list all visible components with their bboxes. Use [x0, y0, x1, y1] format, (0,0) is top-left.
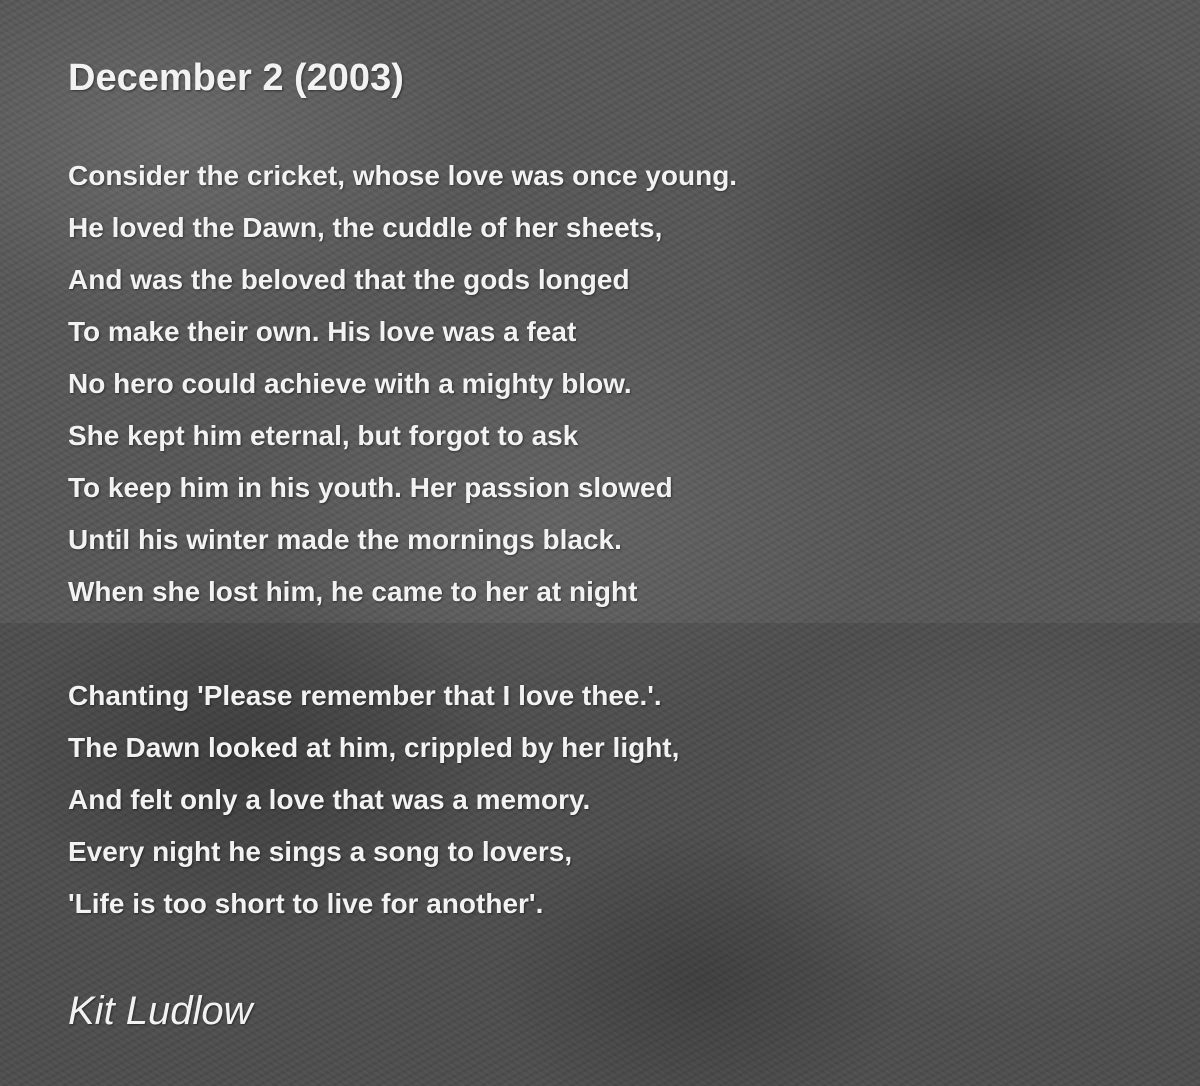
poem-title: December 2 (2003) [68, 57, 404, 99]
poem-line: And was the beloved that the gods longed [68, 264, 630, 295]
poem-line: And felt only a love that was a memory. [68, 784, 591, 815]
stanza-2 [68, 670, 679, 930]
poem-line: No hero could achieve with a mighty blow. [68, 368, 632, 399]
poem-line: The Dawn looked at him, crippled by her light, [68, 732, 680, 763]
poem-line: 'Life is too short to live for another'. [68, 888, 544, 919]
poem-line: He loved the Dawn, the cuddle of her sheets, [68, 212, 663, 243]
poem-line: Consider the cricket, whose love was once young. [68, 160, 738, 191]
poem-line: Every night he sings a song to lovers, [68, 836, 573, 867]
stanza-1 [68, 150, 737, 618]
poem-line: To make their own. His love was a feat [68, 316, 577, 347]
poem-line: Until his winter made the mornings black. [68, 524, 622, 555]
poem-line: When she lost him, he came to her at night [68, 576, 638, 607]
poem-author: Kit Ludlow [68, 989, 253, 1033]
poem-line: Chanting 'Please remember that I love thee.'. [68, 680, 662, 711]
poem-line: To keep him in his youth. Her passion slowed [68, 472, 673, 503]
poem-line: She kept him eternal, but forgot to ask [68, 420, 579, 451]
